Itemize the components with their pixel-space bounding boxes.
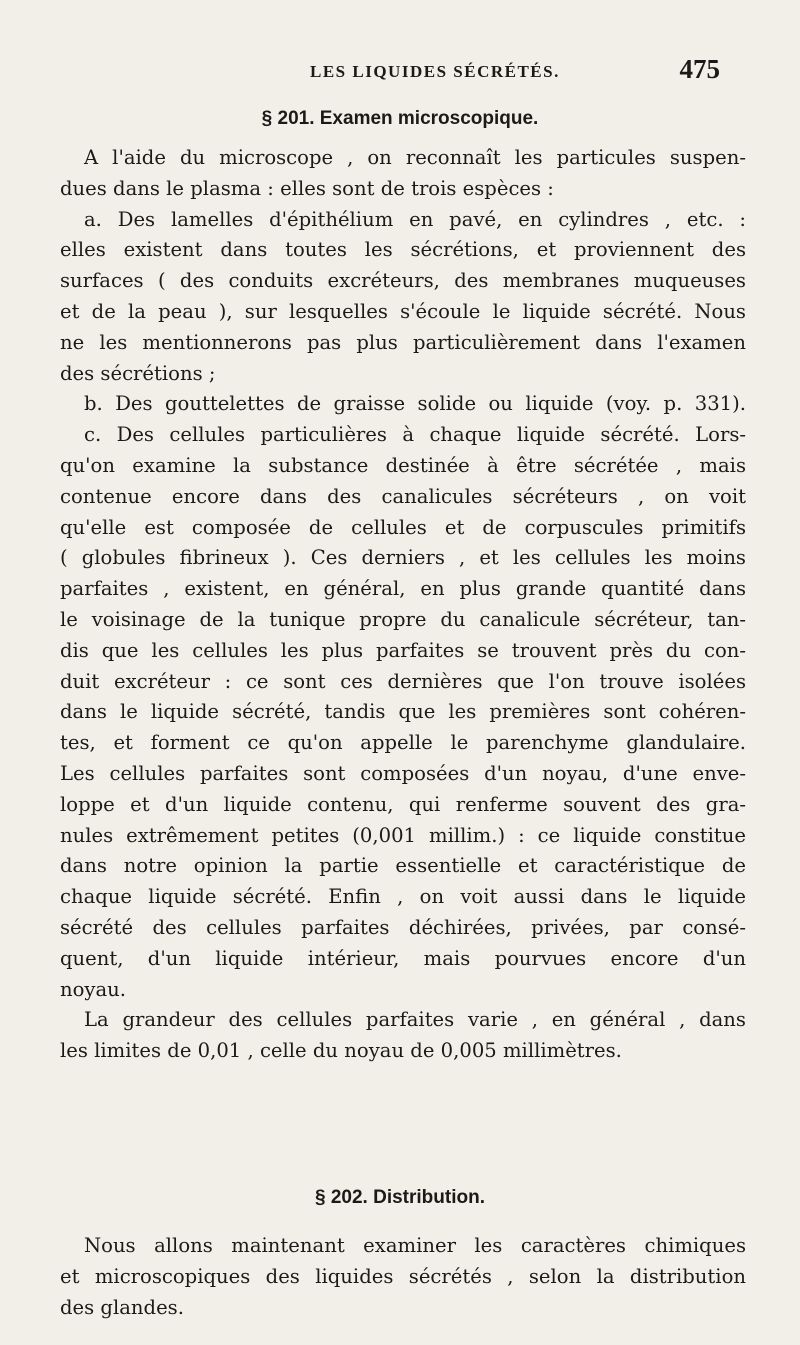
- section-heading-201: § 201. Examen microscopique.: [261, 108, 539, 129]
- text-line: Nous allons maintenant examiner les caractères chimiques: [84, 1234, 746, 1257]
- text-line: loppe et d'un liquide contenu, qui renferme souvent des gra-: [60, 792, 746, 816]
- text-line: et de la peau ), sur lesquelles s'écoule le liquide sécrété. Nous: [60, 299, 746, 323]
- text-line: sécrété des cellules parfaites déchirées, privées, par consé-: [60, 915, 746, 939]
- section-202-text: [60, 1231, 746, 1323]
- text-line: quent, d'un liquide intérieur, mais pourvues encore d'un: [60, 946, 746, 970]
- text-line: duit excréteur : ce sont ces dernières que l'on trouve isolées: [60, 669, 746, 693]
- text-line: qu'elle est composée de cellules et de corpuscules primitifs: [60, 515, 746, 539]
- text-line: Les cellules parfaites sont composées d'un noyau, d'une enve-: [60, 761, 746, 785]
- text-line: chaque liquide sécrété. Enfin , on voit aussi dans le liquide: [60, 885, 746, 909]
- section-201-text: [60, 143, 746, 1067]
- running-head: [310, 52, 720, 92]
- text-line: parfaites , existent, en général, en plus grande quantité dans: [60, 577, 746, 601]
- text-line: le voisinage de la tunique propre du canalicule sécréteur, tan-: [60, 607, 746, 631]
- text-line: a. Des lamelles d'épithélium en pavé, en cylindres , etc. :: [84, 207, 746, 231]
- text-line: b. Des gouttelettes de graisse solide ou liquide (voy. p. 331).: [84, 392, 746, 416]
- text-line: c. Des cellules particulières à chaque liquide sécrété. Lors-: [84, 423, 746, 447]
- text-line: tes, et forment ce qu'on appelle le parenchyme glandulaire.: [60, 731, 746, 755]
- text-line: noyau.: [60, 977, 127, 1001]
- text-line: surfaces ( des conduits excréteurs, des membranes muqueuses: [60, 269, 746, 293]
- text-line: dues dans le plasma : elles sont de trois espèces :: [60, 176, 554, 200]
- text-line: dans notre opinion la partie essentielle et caractéristique de: [60, 854, 746, 878]
- text-line: La grandeur des cellules parfaites varie , en général , dans: [84, 1008, 746, 1032]
- text-line: qu'on examine la substance destinée à être sécrétée , mais: [60, 453, 746, 477]
- text-line: dis que les cellules les plus parfaites se trouvent près du con-: [60, 638, 746, 662]
- text-line: les limites de 0,01 , celle du noyau de 0,005 millimètres.: [60, 1039, 622, 1063]
- text-line: elles existent dans toutes les sécrétions, et proviennent des: [60, 238, 746, 262]
- text-line: contenue encore dans des canalicules sécréteurs , on voit: [60, 484, 746, 508]
- section-heading-202: § 202. Distribution.: [315, 1187, 485, 1208]
- text-line: A l'aide du microscope , on reconnaît les particules suspen-: [84, 146, 746, 169]
- running-title: LES LIQUIDES SÉCRÉTÉS.: [310, 62, 560, 81]
- text-line: et microscopiques des liquides sécrétés , selon la distribution: [60, 1264, 746, 1288]
- text-line: des glandes.: [60, 1295, 184, 1319]
- text-line: dans le liquide sécrété, tandis que les premières sont cohéren-: [60, 700, 746, 724]
- text-line: des sécrétions ;: [60, 361, 216, 385]
- page-number: 475: [679, 54, 720, 84]
- text-line: ne les mentionnerons pas plus particulièrement dans l'examen: [60, 330, 746, 354]
- text-line: nules extrêmement petites (0,001 millim.) : ce liquide constitue: [60, 823, 746, 847]
- text-line: ( globules fibrineux ). Ces derniers , et les cellules les moins: [60, 546, 746, 570]
